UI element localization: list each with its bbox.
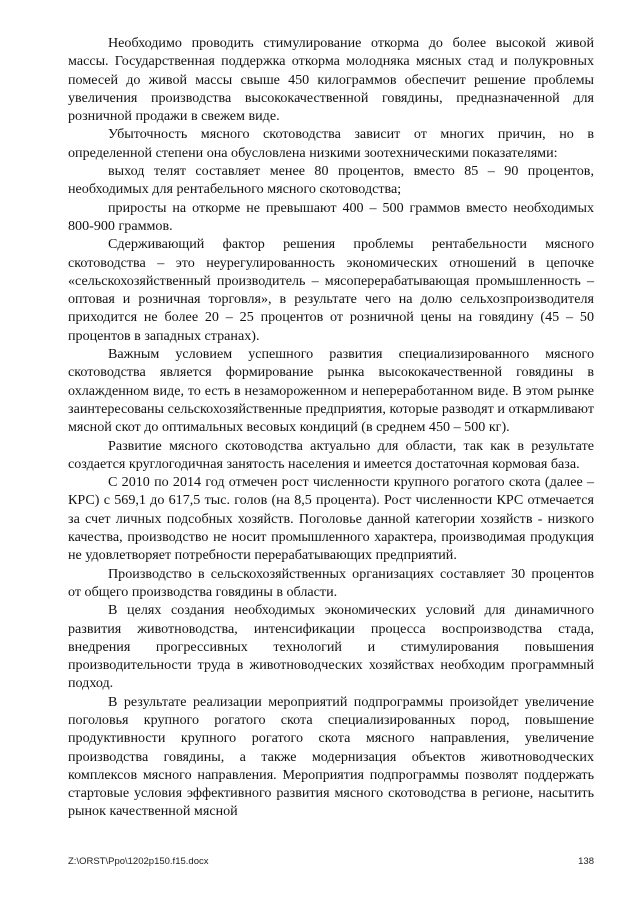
paragraph-9: Производство в сельскохозяйственных организациях составляет 30 процентов от общего производства говядины в области. [68,565,594,600]
page-number: 138 [578,856,594,867]
paragraph-11: В результате реализации мероприятий подпрограммы произойдет увеличение поголовья крупного рогатого скота специализированных пород, повышение продуктивности крупного рогатого скота мясного направления, увеличение производства говядины, а также модернизация объектов животноводческих комплексов мясного направления. Мероприятия подпрограммы позволят поддержать стартовые условия эффективного развития мясного скотоводства в регионе, насытить рынок качественной мясной [68,693,594,820]
paragraph-1: Необходимо проводить стимулирование откорма до более высокой живой массы. Государственная поддержка откорма молодняка мясных стад и полукровных помесей до живой массы свыше 450 килограммов обеспечит решение проблемы увеличения производства высококачественной говядины, предназначенной для розничной продажи в свежем виде. [68,35,594,125]
file-path: Z:\ORST\Ppo\1202p150.f15.docx [68,856,209,867]
paragraph-10: В целях создания необходимых экономических условий для динамичного развития животноводства, интенсификации процесса воспроизводства стада, внедрения прогрессивных технологий и стимулирования повышения производительности труда в животноводческих хозяйствах необходим программный подход. [68,602,594,692]
paragraph-4: приросты на откорме не превышают 400 – 500 граммов вместо необходимых 800-900 граммов. [68,199,594,234]
document-body [68,34,594,821]
paragraph-2: Убыточность мясного скотоводства зависит от многих причин, но в определенной степени она обусловлена низкими зоотехническими показателями: [68,126,594,161]
paragraph-8: С 2010 по 2014 год отмечен рост численности крупного рогатого скота (далее – КРС) с 569,1 до 617,5 тыс. голов (на 8,5 процента). Рост численности КРС отмечается за счет личных подсобных хозяйств. Поголовье данной категории хозяйств - низкого качества, производство не носит промышленного характера, производимая продукция не удовлетворяет потребности перерабатывающих предприятий. [68,474,594,564]
paragraph-3: выход телят составляет менее 80 процентов, вместо 85 – 90 процентов, необходимых для рентабельного мясного скотоводства; [68,163,594,198]
paragraph-5: Сдерживающий фактор решения проблемы рентабельности мясного скотоводства – это неурегулированность экономических отношений в цепочке «сельскохозяйственный производитель – мясоперерабатывающая промышленность – оптовая и розничная торговля», в результате чего на долю сельхозпроизводителя приходится не более 20 – 25 процентов от розничной цены на говядину (45 – 50 процентов в западных странах). [68,236,594,344]
paragraph-7: Развитие мясного скотоводства актуально для области, так как в результате создается круглогодичная занятость населения и имеется достаточная кормовая база. [68,437,594,472]
paragraph-6: Важным условием успешного развития специализированного мясного скотоводства является формирование рынка высококачественной говядины в охлажденном виде, то есть в незамороженном и непереработанном виде. В этом рынке заинтересованы сельскохозяйственные предприятия, которые разводят и откармливают мясной скот до оптимальных весовых кондиций (в среднем 450 – 500 кг). [68,346,594,436]
